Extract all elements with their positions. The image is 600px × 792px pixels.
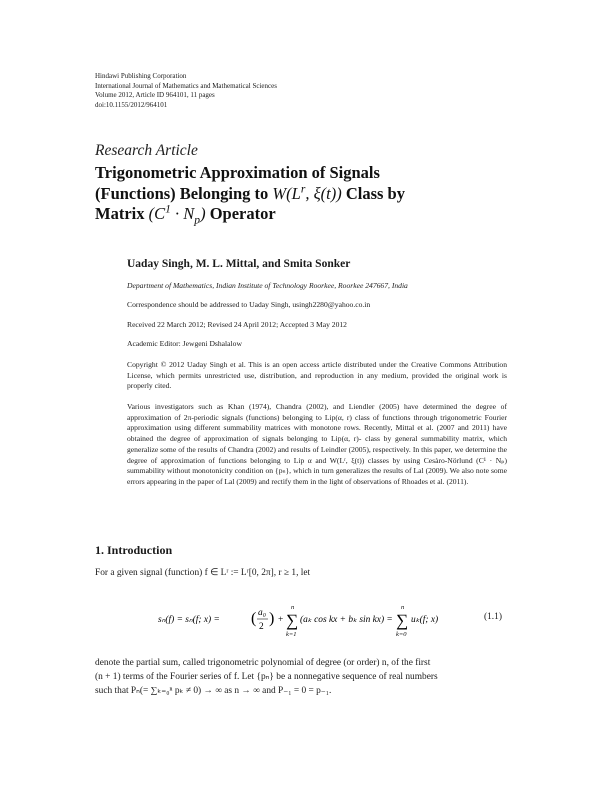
section-heading: 1. Introduction <box>95 543 173 557</box>
title-text: Operator <box>205 204 276 223</box>
para-line-3: such that Pₙ(= ∑ₖ₌₀ⁿ pₖ ≠ 0) → ∞ as n → ∞ and P₋₁ = 0 = p₋₁. <box>95 686 332 696</box>
journal-line: International Journal of Mathematics and Mathematical Sciences <box>95 81 277 90</box>
sum1-bottom: k=1 <box>286 631 297 638</box>
title-line-3 <box>95 204 515 225</box>
eq-term: (aₖ cos kx + bₖ sin kx) = <box>300 615 393 625</box>
academic-editor: Academic Editor: Jewgeni Dshalalow <box>127 339 242 348</box>
para-line-2: (n + 1) terms of the Fourier series of f. Let {pₙ} be a nonnegative sequence of real numbers <box>95 672 438 682</box>
volume-line: Volume 2012, Article ID 964101, 11 pages <box>95 91 215 100</box>
title-math <box>148 203 206 227</box>
title-text: Matrix <box>95 204 149 223</box>
sum2-top: n <box>401 604 405 611</box>
math-part: W(L <box>272 183 301 203</box>
title-text: (Functions) Belonging to <box>95 183 273 203</box>
sum1-sigma: ∑ <box>286 611 299 630</box>
math-sub: p <box>194 214 201 227</box>
equation-number: (1.1) <box>484 612 502 622</box>
sum2-bottom: k=0 <box>396 631 407 638</box>
equation-1-1 <box>158 600 508 640</box>
math-part: , ξ(t)) <box>305 183 342 203</box>
math-part: (C <box>148 204 166 223</box>
eq-lhs: sₙ(f) = sₙ(f; x) = <box>158 615 220 625</box>
title-line-2 <box>95 184 515 205</box>
authors: Uaday Singh, M. L. Mittal, and Smita Sonker <box>127 258 351 270</box>
eq-two: 2 <box>259 622 264 632</box>
math-part: ) <box>200 204 206 223</box>
dates: Received 22 March 2012; Revised 24 April 2012; Accepted 3 May 2012 <box>127 320 347 329</box>
article-type: Research Article <box>95 142 198 159</box>
para-line-1: denote the partial sum, called trigonometric polynomial of degree (or order) n, of the first <box>95 658 431 668</box>
journal-header <box>95 72 277 110</box>
eq-term2: uₖ(f; x) <box>411 615 439 625</box>
doi-line: doi:10.1155/2012/964101 <box>95 100 168 109</box>
abstract: Various investigators such as Khan (1974), Chandra (2002), and Liendler (2005) have determined the degree of approximation of 2π-periodic signals (functions) belonging to Lip(α, r) class of functions through trigonometric Fourier approximation using different summability matrices with monotone rows. Recently, Mittal et al. (2007 and 2011) have obtained the degree of approximation of signals belonging to Lip(α, r)- class by general summability matrix, which generalize some of the results of Chandra (2002) and results of Leindler (2005), respectively. In this paper, we determine the degree of approximation of functions belonging to Lip α and W(Lʳ, ξ(t)) classes by using Cesàro-Nörlund (C¹ · Nₚ) summability without monotonicity condition on {pₙ}, which in turn generalizes the results of Lal (2009). We also note some errors appearing in the paper of Lal (2009) and rectify them in the light of observations of Rhoades et al. (2011). <box>127 402 507 486</box>
math-part: · N <box>170 204 195 223</box>
correspondence: Correspondence should be addressed to Uaday Singh, usingh2280@yahoo.co.in <box>127 300 371 309</box>
math-sup: 1 <box>165 203 171 216</box>
math-sup: r <box>300 183 306 195</box>
paper-title <box>95 163 515 225</box>
title-text: Class by <box>341 183 405 203</box>
publisher-line: Hindawi Publishing Corporation <box>95 72 187 80</box>
copyright: Copyright © 2012 Uaday Singh et al. This is an open access article distributed under the Creative Commons Attribution License, which permits unrestricted use, distribution, and reproduction in any medium, provided the original work is properly cited. <box>127 360 507 391</box>
title-line-1: Trigonometric Approximation of Signals <box>95 163 380 182</box>
affiliation: Department of Mathematics, Indian Institute of Technology Roorkee, Roorkee 247667, India <box>127 281 408 290</box>
title-math <box>272 184 341 203</box>
eq-plus: + <box>278 615 284 625</box>
intro-sentence: For a given signal (function) f ∈ Lʳ := Lʳ[0, 2π], r ≥ 1, let <box>95 568 311 578</box>
sum1-top: n <box>291 604 295 611</box>
sum2-sigma: ∑ <box>396 611 409 630</box>
eq-a0: a₀ <box>258 608 266 618</box>
eq-paren-open: ( <box>251 610 257 627</box>
eq-paren-close: ) <box>269 610 275 627</box>
